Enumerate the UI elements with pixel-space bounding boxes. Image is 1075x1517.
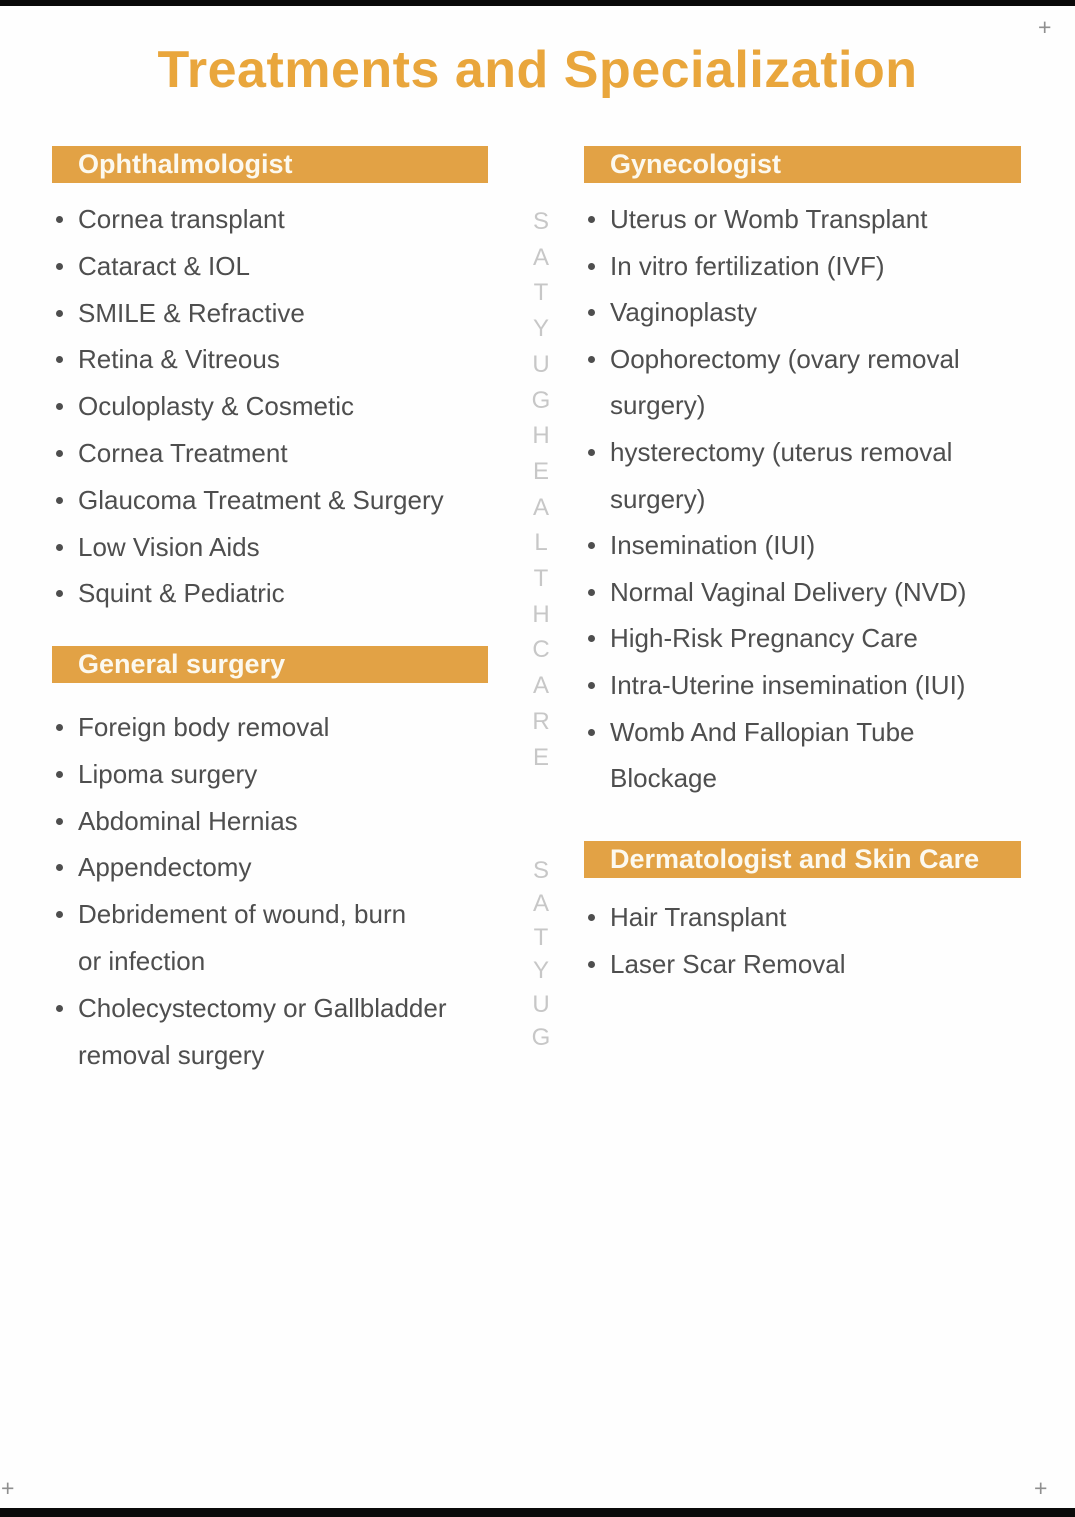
list-item-line: Womb And Fallopian Tube: [610, 716, 915, 747]
watermark-letter: E: [532, 457, 549, 485]
list-item-line: Insemination (IUI): [610, 530, 816, 561]
watermark-letter: G: [531, 386, 551, 414]
watermark-letter: A: [532, 493, 549, 521]
watermark-letter: T: [533, 565, 549, 593]
crop-corner-mark-bottom-right: +: [1034, 1475, 1048, 1501]
watermark-letter: G: [531, 1024, 551, 1052]
list-item: [52, 290, 488, 337]
list-item-line: Glaucoma Treatment & Surgery: [78, 484, 444, 515]
watermark-letter: T: [533, 279, 549, 307]
list-item: [52, 844, 488, 891]
list-item: [52, 704, 488, 751]
watermark-letter: A: [532, 243, 549, 271]
list-item: [52, 751, 488, 798]
list-item-line: Low Vision Aids: [78, 531, 260, 562]
list-item-line: Cataract & IOL: [78, 250, 250, 281]
page-title: Treatments and Specialization: [157, 41, 918, 99]
watermark-letter: A: [532, 672, 549, 700]
list-item-line: Intra-Uterine insemination (IUI): [610, 669, 966, 700]
list-item-line: removal surgery: [78, 1039, 265, 1070]
treatment-list-gynecologist: [584, 196, 1021, 802]
list-item-line: surgery): [610, 390, 706, 421]
watermark-letter: E: [532, 743, 549, 771]
list-item: [52, 196, 488, 243]
list-item: [52, 524, 488, 571]
section-header-gynecologist: Gynecologist: [584, 146, 1021, 183]
list-item-line: surgery): [610, 483, 706, 514]
list-item-line: Foreign body removal: [78, 712, 330, 742]
list-item: [52, 477, 488, 524]
list-item-line: High-Risk Pregnancy Care: [610, 623, 918, 654]
watermark-letter: C: [532, 636, 550, 664]
list-item: [52, 336, 488, 383]
list-item: [52, 985, 488, 1079]
list-item: [584, 336, 1021, 429]
list-item: [584, 429, 1021, 522]
treatment-list-ophthalmologist: [52, 196, 488, 617]
list-item: [584, 941, 1021, 988]
watermark-letter: U: [532, 990, 550, 1018]
watermark-letter: A: [532, 890, 549, 918]
list-item-line: Uterus or Womb Transplant: [610, 204, 928, 234]
list-item-line: Cornea Treatment: [78, 437, 288, 468]
watermark-letter: Y: [532, 315, 549, 343]
watermark-letter: S: [532, 208, 549, 235]
list-item-line: Laser Scar Removal: [610, 948, 846, 979]
treatment-list-dermatologist: [584, 894, 1021, 987]
list-item-line: In vitro fertilization (IVF): [610, 250, 885, 281]
watermark-letter: R: [532, 707, 550, 735]
watermark-letter: Y: [532, 957, 549, 985]
list-item-line: Appendectomy: [78, 852, 252, 883]
list-item-line: Cholecystectomy or Gallbladder: [78, 992, 447, 1023]
list-item-line: SMILE & Refractive: [78, 297, 305, 328]
section-header-ophthalmologist: Ophthalmologist: [52, 146, 488, 183]
list-item: [584, 894, 1021, 941]
list-item-line: hysterectomy (uterus removal: [610, 436, 953, 467]
watermark-vertical-satyughealthcare: [526, 204, 556, 775]
watermark-letter: L: [534, 529, 548, 557]
watermark-letter: T: [533, 923, 549, 951]
section-header-dermatologist: Dermatologist and Skin Care: [584, 841, 1021, 878]
section-header-general-surgery: General surgery: [52, 646, 488, 683]
list-item-line: Normal Vaginal Delivery (NVD): [610, 576, 967, 607]
watermark-letter: H: [532, 422, 550, 450]
list-item: [584, 289, 1021, 336]
watermark-letter: H: [532, 600, 550, 628]
list-item: [584, 569, 1021, 616]
list-item: [52, 430, 488, 477]
treatment-list-general-surgery: [52, 704, 488, 1078]
list-item: [584, 243, 1021, 290]
list-item-line: Squint & Pediatric: [78, 578, 285, 609]
list-item: [584, 662, 1021, 709]
watermark-vertical-satyug: [526, 854, 556, 1054]
list-item-line: or infection: [78, 945, 206, 976]
list-item: [52, 891, 488, 985]
list-item-line: Lipoma surgery: [78, 758, 258, 789]
list-item-line: Cornea transplant: [78, 204, 285, 234]
crop-corner-mark-bottom-left: +: [1, 1475, 15, 1501]
list-item-line: Blockage: [610, 763, 717, 794]
list-item-line: Debridement of wound, burn: [78, 899, 407, 930]
list-item: [584, 709, 1021, 802]
bottom-edge-bar: [0, 1508, 1075, 1517]
list-item: [52, 243, 488, 290]
list-item-line: Retina & Vitreous: [78, 344, 280, 375]
list-item-line: Abdominal Hernias: [78, 805, 298, 836]
list-item: [52, 798, 488, 845]
list-item: [584, 615, 1021, 662]
crop-corner-mark-top-right: +: [1038, 14, 1052, 40]
list-item: [52, 570, 488, 617]
list-item-line: Vaginoplasty: [610, 297, 757, 328]
watermark-letter: U: [532, 350, 550, 378]
list-item-line: Oculoplasty & Cosmetic: [78, 391, 354, 422]
list-item: [584, 522, 1021, 569]
watermark-letter: S: [532, 857, 549, 884]
list-item: [52, 383, 488, 430]
top-edge-bar: [0, 0, 1075, 6]
list-item-line: Oophorectomy (ovary removal: [610, 343, 960, 374]
list-item-line: Hair Transplant: [610, 902, 787, 932]
list-item: [584, 196, 1021, 243]
